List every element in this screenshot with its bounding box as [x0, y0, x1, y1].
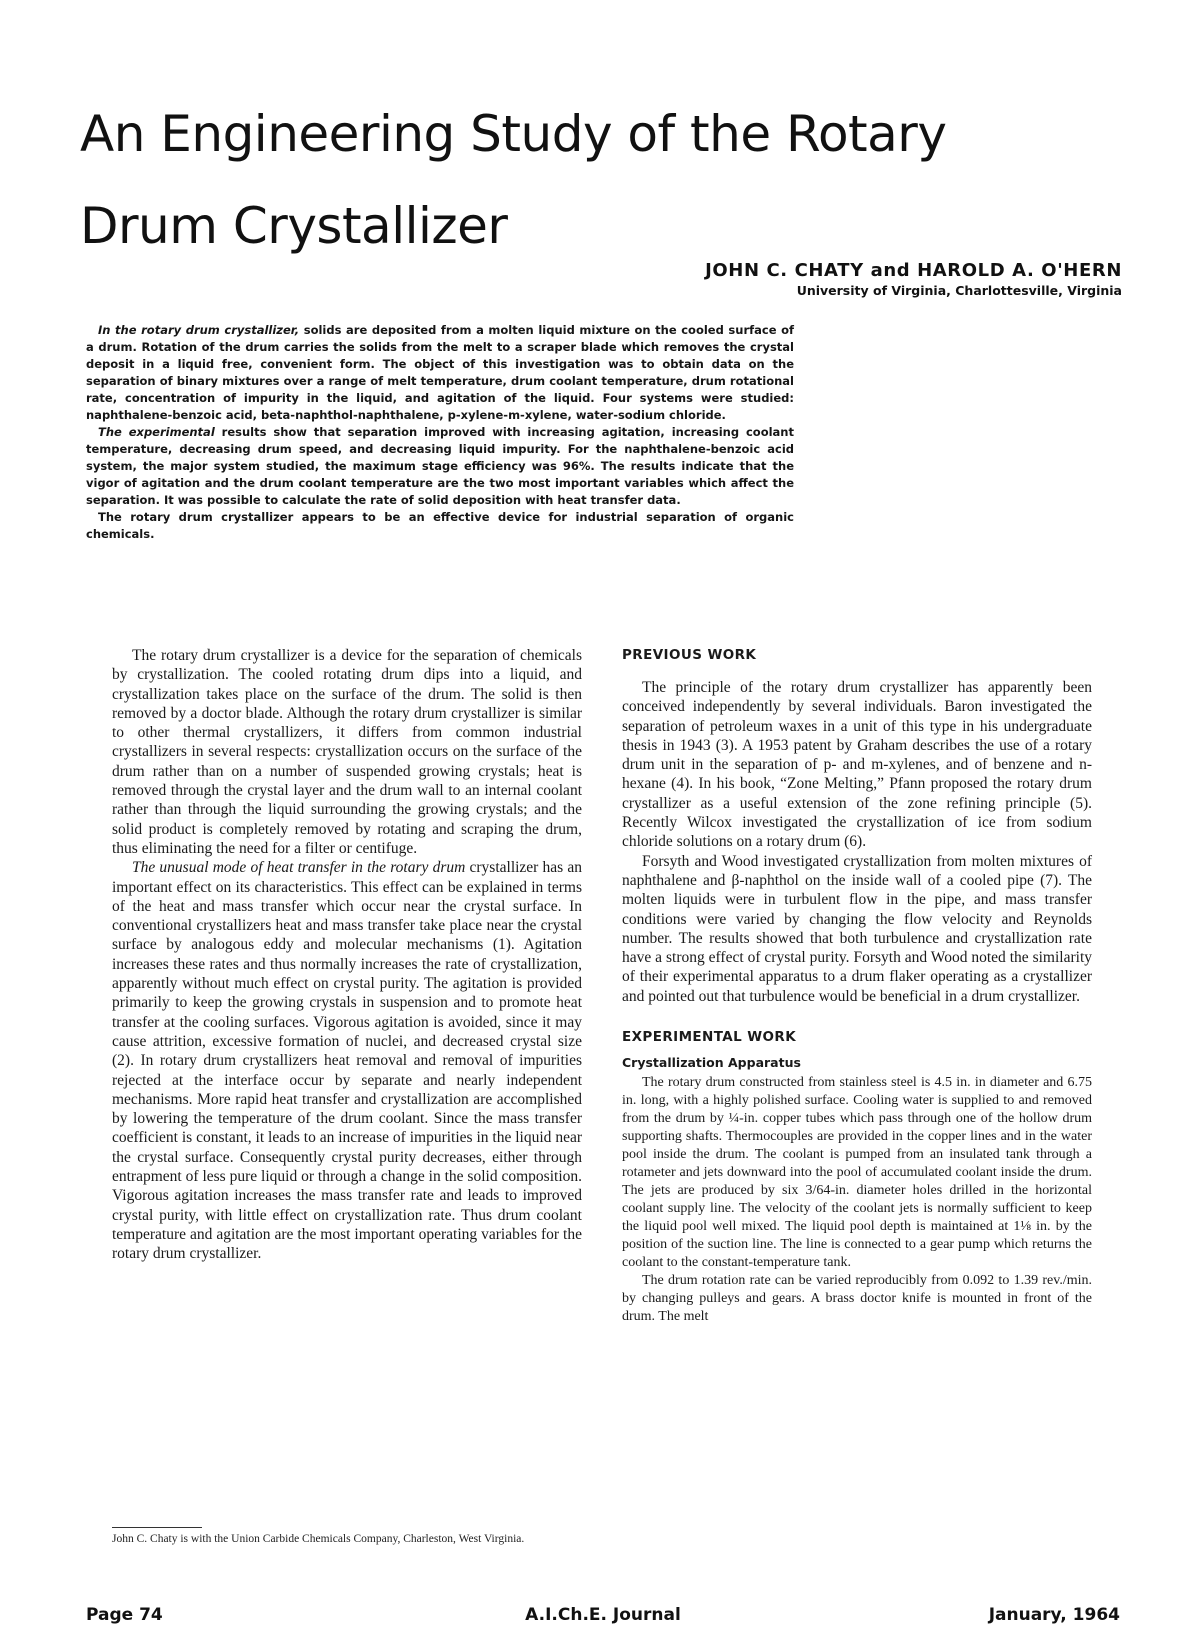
body-text: crystallizer has an important effect on its characteristics. This effect can be explained in terms of the heat and mass transfer which occur near the crystal surface. In conventional crystallizers heat and mass transfer take place near the crystal surface by analogous eddy and molecular mechanisms (1). Agitation increases these rates and thus normally increases the rate of crystallization, apparently without much effect on crystal purity. The agitation is provided primarily to keep the growing crystals in suspension and to promote heat transfer at the cooling surfaces. Vigorous agitation is avoided, since it may cause attrition, excessive formation of nuclei, and decreased crystal size (2). In rotary drum crystallizers heat removal and removal of impurities rejected at the interface occur by separate and nearly independent mechanisms. More rapid heat transfer and crystallization are accomplished by lowering the temperature of the drum coolant. Since the mass transfer coefficient is constant, it leads to an increase of impurities in the liquid near the crystal surface. Consequently crystal purity decreases, either through entrapment of less pure liquid or through a change in the solid composition. Vigorous agitation increases the mass transfer rate and leads to improved crystal purity, with little effect on crystallization rate. Thus drum coolant temperature and agitation are the most important operating variables for the rotary drum crystallizer. [112, 859, 583, 1263]
body-paragraph: The rotary drum crystallizer is a device for the separation of chemicals by crystallization. The cooled rotating drum dips into a liquid, and crystallization takes place on the surface of the drum. The solid is then removed by a doctor blade. Although the rotary drum crystallizer is similar to other thermal crystallizers, it differs from common industrial crystallizers in several respects: crystallization occurs on the surface of the drum rather than on a number of suspended growing crystals; heat is removed through the crystal layer and the drum wall to an internal coolant rather than through the liquid surrounding the growing crystals; and the solid product is completely removed by rotating and scraping the drum, thus eliminating the need for a filter or centifuge. [112, 647, 582, 857]
abstract-text: results show that separation improved with increasing agitation, increasing coolant temperature, decreasing drum speed, and decreasing liquid impurity. For the naphthalene-benzoic acid system, the major system studied, the maximum stage efficiency was 96%. The results indicate that the vigor of agitation and the drum coolant temperature are the two most important variables which affect the separation. It was possible to calculate the rate of solid deposition with heat transfer data. [86, 425, 794, 507]
body-paragraph: The rotary drum constructed from stainless steel is 4.5 in. in diameter and 6.75 in. long, with a highly polished surface. Cooling water is supplied to and removed from the drum by ¼-in. copper tubes which pass through one of the hollow drum supporting shafts. Thermocouples are provided in the copper lines and in the water pool inside the drum. The coolant is pumped from an insulated tank through a rotameter and jets downward into the pool of accumulated coolant inside the drum. The jets are produced by six 3/64-in. diameter holes drilled in the horizontal coolant supply line. The velocity of the coolant jets is normally sufficient to keep the liquid pool well mixed. The liquid pool depth is maintained at 1⅛ in. by the position of the suction line. The line is connected to a gear pump which returns the coolant to the constant-temperature tank. [622, 1075, 1092, 1271]
body-paragraph: The principle of the rotary drum crystallizer has apparently been conceived independently by several individuals. Baron investigated the separation of petroleum waxes in a unit of this type in his undergraduate thesis in 1943 (3). A 1953 patent by Graham describes the use of a rotary drum unit in the separation of p- and m-xylenes, and of benzene and n-hexane (4). In his book, “Zone Melting,” Pfann proposed the rotary drum crystallizer as a useful extension of the zone refining principle (5). Recently Wilcox investigated the crystallization of ice from sodium chloride solutions on a rotary drum (6). [622, 679, 1092, 851]
experimental-text [622, 1074, 1092, 1326]
section-heading-previous-work: PREVIOUS WORK [622, 647, 757, 663]
left-column [112, 646, 582, 1264]
paper-title [80, 88, 1120, 272]
footnote: John C. Chaty is with the Union Carbide Chemicals Company, Charleston, West Virginia. [112, 1533, 525, 1545]
body-paragraph: Forsyth and Wood investigated crystallization from molten mixtures of naphthalene and β-naphthol on the inside wall of a cooled pipe (7). The molten liquids were in turbulent flow in the pipe, and mass transfer conditions were varied by changing the flow velocity and Reynolds number. The results showed that both turbulence and crystallization rate have a strong effect of crystal purity. Forsyth and Wood noted the similarity of their experimental apparatus to a drum flaker operating as a crystallizer and pointed out that turbulence would be beneficial in a drum crystallizer. [622, 852, 1092, 1005]
abstract-paragraph [86, 322, 794, 424]
page-footer [86, 1605, 1120, 1629]
abstract-lead-italic: In the rotary drum crystallizer, [98, 323, 300, 337]
issue-date: January, 1964 [988, 1605, 1120, 1625]
author-block [705, 260, 1122, 300]
body-lead-italic: The unusual mode of heat transfer in the rotary drum [132, 859, 466, 877]
section-heading-experimental-work: EXPERIMENTAL WORK [622, 1029, 797, 1046]
author-affiliation: University of Virginia, Charlottesville, Virginia [796, 283, 1122, 298]
journal-name: A.I.Ch.E. Journal [525, 1605, 681, 1625]
body-paragraph [112, 858, 582, 1263]
abstract-paragraph [86, 424, 794, 509]
subheading-crystallization-apparatus: Crystallization Apparatus [622, 1055, 801, 1071]
page-number: Page 74 [86, 1605, 163, 1625]
title-line-1: An Engineering Study of the Rotary [80, 105, 947, 163]
body-paragraph: The drum rotation rate can be varied reproducibly from 0.092 to 1.39 rev./min. by changing pulleys and gears. A brass doctor knife is mounted in front of the drum. The melt [622, 1273, 1092, 1325]
right-column [622, 646, 1092, 1326]
abstract-lead-italic: The experimental [98, 425, 215, 439]
abstract-paragraph: The rotary drum crystallizer appears to be an effective device for industrial separation of organic chemicals. [86, 510, 794, 541]
author-names: JOHN C. CHATY and HAROLD A. O'HERN [705, 260, 1122, 281]
abstract-text: solids are deposited from a molten liquid mixture on the cooled surface of a drum. Rotation of the drum carries the solids from the melt to a scraper blade which removes the crystal deposit in a liquid free, convenient form. The object of this investigation was to obtain data on the separation of binary mixtures over a range of melt temperature, drum coolant temperature, drum rotational rate, concentration of impurity in the liquid, and agitation of the liquid. Four systems were studied: naphthalene-benzoic acid, beta-naphthol-naphthalene, p-xylene-m-xylene, water-sodium chloride. [86, 323, 794, 422]
footnote-rule [112, 1527, 202, 1528]
title-line-2: Drum Crystallizer [80, 197, 508, 255]
abstract [86, 322, 794, 543]
